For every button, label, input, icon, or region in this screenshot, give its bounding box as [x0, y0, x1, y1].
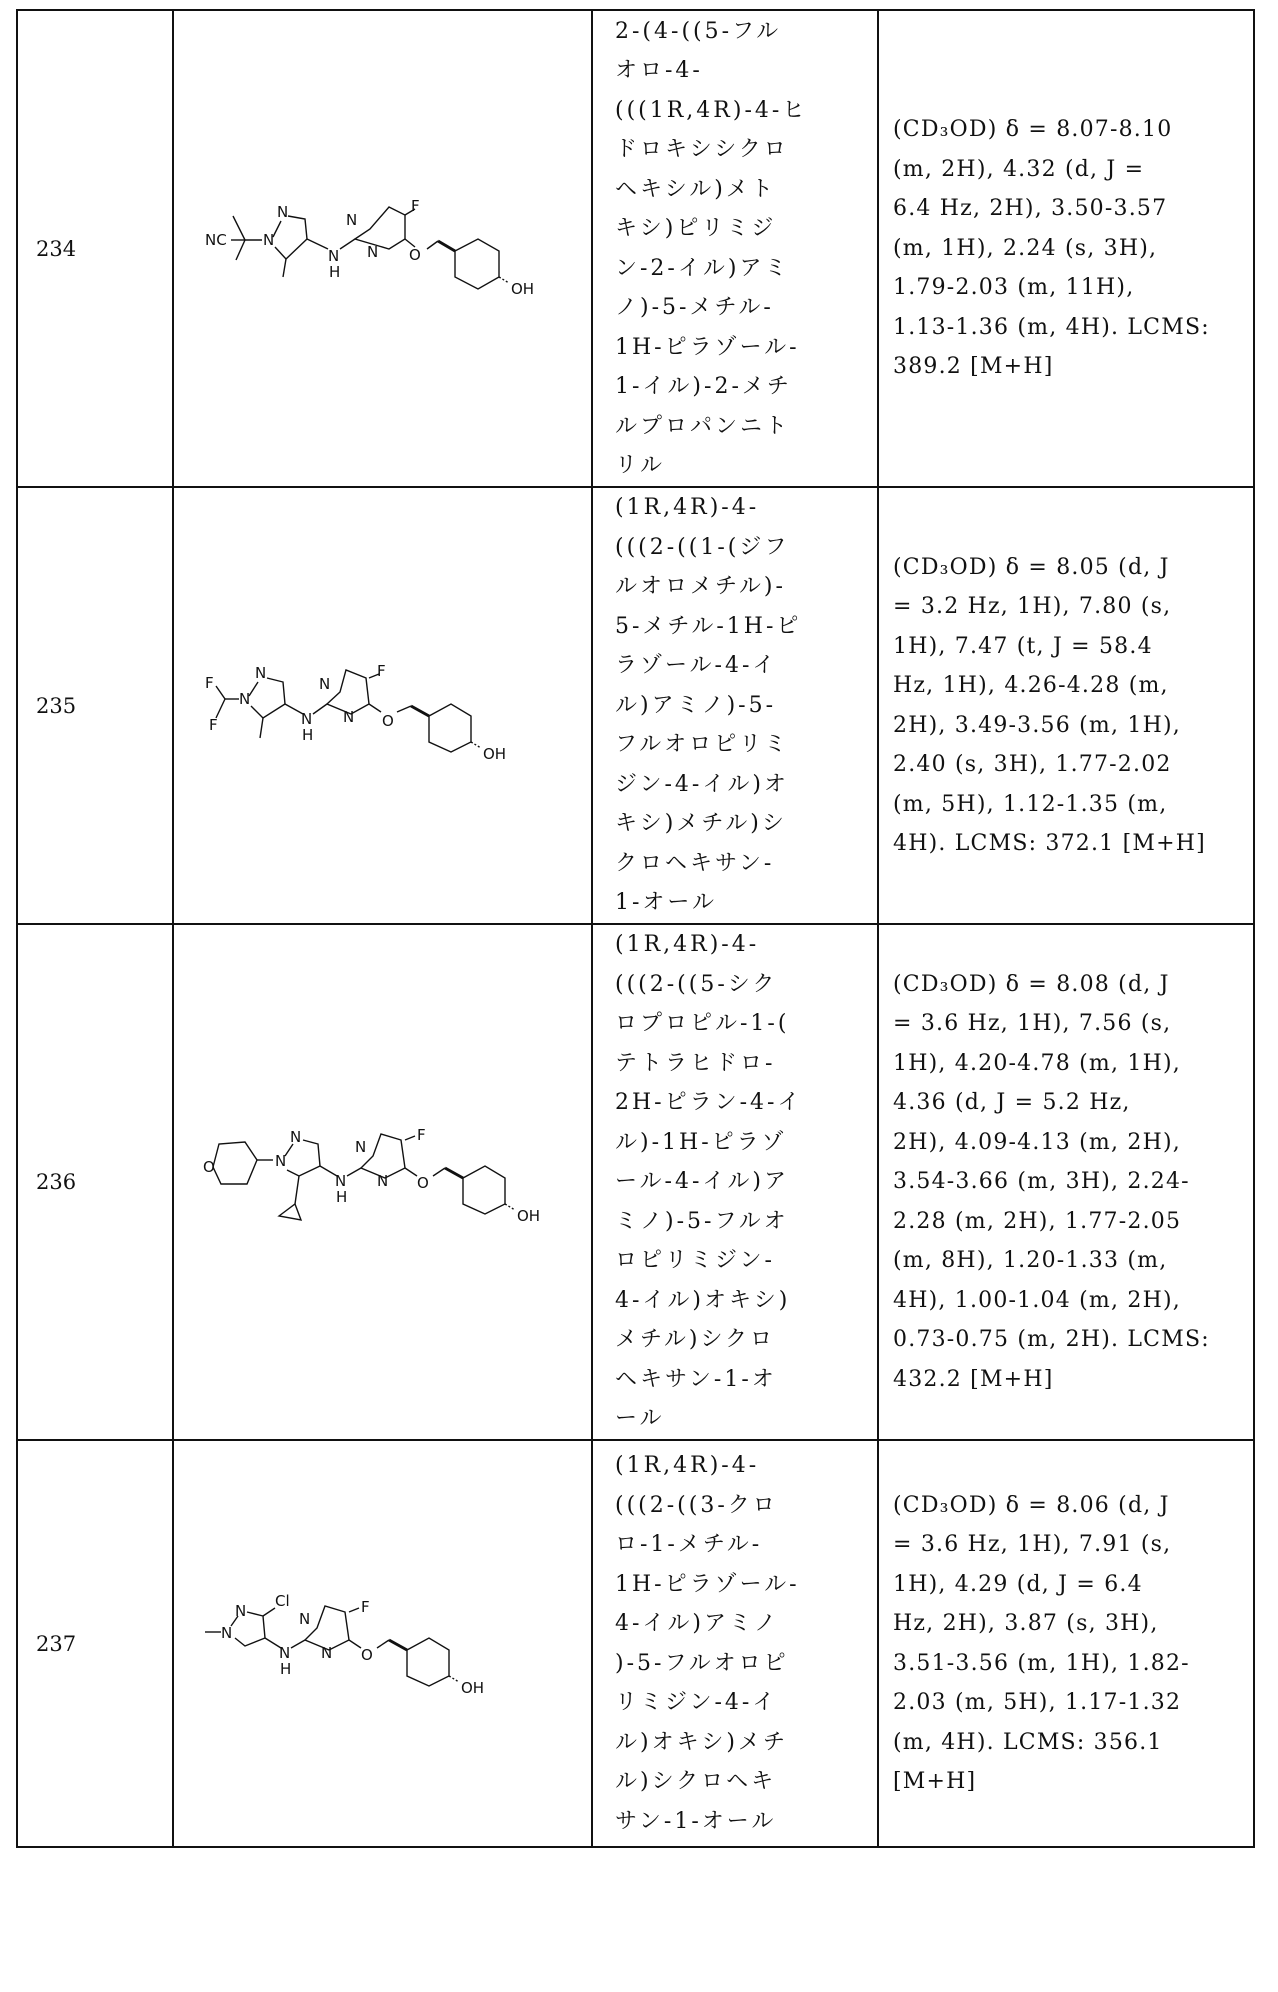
table-row — [17, 1440, 1254, 1847]
compound-name: 2-(4-((5-フル オロ-4- (((1R,4R)-4-ヒ ドロキシシクロ ヘキシル)メト キシ)ピリミジ ン-2-イル)アミ ノ)-5-メチル- 1H-ピラゾール- 1-イル)-2-メチ ルプロパンニト リル — [592, 10, 878, 487]
table-row — [17, 924, 1254, 1440]
svg-text:F: F — [416, 1126, 426, 1144]
compound-name: (1R,4R)-4- (((2-((5-シク ロプロピル-1-( テトラヒドロ- 2H-ピラン-4-イ ル)-1H-ピラゾ ール-4-イル)ア ミノ)-5-フルオ ロピリミジン- 4-イル)オキシ) メチル)シクロ ヘキサン-1-オ ール — [592, 924, 878, 1440]
structure-cell — [173, 924, 592, 1440]
compound-name: (1R,4R)-4- (((2-((1-(ジフ ルオロメチル)- 5-メチル-1H-ピ ラゾール-4-イ ル)アミノ)-5- フルオロピリミ ジン-4-イル)オ キシ)メチル)シ クロヘキサン- 1-オール — [592, 487, 878, 924]
svg-text:N: N — [276, 202, 288, 221]
svg-text:OH: OH — [482, 744, 506, 763]
svg-text:N: N — [298, 1609, 310, 1628]
svg-text:N: N — [254, 663, 266, 682]
svg-text:H: H — [279, 1659, 291, 1678]
svg-text:O: O — [360, 1645, 373, 1664]
svg-text:N: N — [318, 674, 330, 693]
compound-name: (1R,4R)-4- (((2-((3-クロ ロ-1-メチル- 1H-ピラゾール- 4-イル)アミノ )-5-フルオロピ リミジン-4-イ ル)オキシ)メチ ル)シクロヘキ サン-1-オール — [592, 1440, 878, 1847]
svg-text:N: N — [345, 210, 357, 229]
svg-text:N: N — [220, 1623, 232, 1642]
compound-237-structure — [183, 1564, 583, 1724]
compound-234-structure — [183, 159, 583, 339]
svg-text:N: N — [334, 1172, 346, 1190]
compound-id: 236 — [17, 924, 173, 1440]
compound-236-structure — [183, 1092, 583, 1272]
nmr-data: (CD₃OD) δ = 8.08 (d, J = 3.6 Hz, 1H), 7.56 (s, 1H), 4.20-4.78 (m, 1H), 4.36 (d, J = 5.2 Hz, 2H), 4.09-4.13 (m, 2H), 3.54-3.66 (m, 3H), 2.24- 2.28 (m, 2H), 1.77-2.05 (m, 8H), 1.20-1.33 (m, 4H), 1.00-1.04 (m, 2H), 0.73-0.75 (m, 2H). LCMS: 432.2 [M+H] — [878, 924, 1254, 1440]
structure-cell — [173, 487, 592, 924]
svg-text:N: N — [342, 707, 354, 726]
svg-text:N: N — [376, 1172, 388, 1190]
svg-text:N: N — [238, 689, 250, 708]
svg-text:H: H — [328, 262, 340, 281]
structure-cell — [173, 10, 592, 487]
svg-text:F: F — [410, 196, 420, 215]
svg-text:O: O — [381, 711, 394, 730]
svg-text:OH: OH — [510, 279, 534, 298]
svg-text:F: F — [204, 673, 214, 692]
compound-id: 235 — [17, 487, 173, 924]
table-row — [17, 10, 1254, 487]
svg-text:N: N — [262, 230, 274, 249]
compound-table — [16, 9, 1255, 1848]
svg-text:N: N — [278, 1643, 290, 1662]
svg-text:N: N — [320, 1643, 332, 1662]
nitrile-label: NC — [204, 230, 227, 249]
svg-text:H: H — [335, 1188, 347, 1206]
svg-text:N: N — [366, 242, 378, 261]
compound-id: 237 — [17, 1440, 173, 1847]
svg-text:F: F — [376, 661, 386, 680]
svg-text:OH: OH — [460, 1678, 484, 1697]
compound-235-structure — [183, 626, 583, 786]
svg-text:Cl: Cl — [274, 1591, 290, 1610]
svg-text:H: H — [301, 725, 313, 744]
svg-text:N: N — [300, 709, 312, 728]
svg-text:O: O — [416, 1174, 429, 1192]
nmr-data: (CD₃OD) δ = 8.06 (d, J = 3.6 Hz, 1H), 7.91 (s, 1H), 4.29 (d, J = 6.4 Hz, 2H), 3.87 (s, 3H), 3.51-3.56 (m, 1H), 1.82- 2.03 (m, 5H), 1.17-1.32 (m, 4H). LCMS: 356.1 [M+H] — [878, 1440, 1254, 1847]
nmr-data: (CD₃OD) δ = 8.07-8.10 (m, 2H), 4.32 (d, J = 6.4 Hz, 2H), 3.50-3.57 (m, 1H), 2.24 (s, 3H), 1.79-2.03 (m, 11H), 1.13-1.36 (m, 4H). LCMS: 389.2 [M+H] — [878, 10, 1254, 487]
table-row — [17, 487, 1254, 924]
svg-text:N: N — [234, 1601, 246, 1620]
structure-cell — [173, 1440, 592, 1847]
svg-text:O: O — [202, 1158, 215, 1176]
svg-text:F: F — [208, 715, 218, 734]
svg-text:OH: OH — [516, 1207, 540, 1225]
svg-text:F: F — [360, 1597, 370, 1616]
svg-text:N: N — [274, 1152, 286, 1170]
svg-text:N: N — [289, 1128, 301, 1146]
svg-text:N: N — [354, 1138, 366, 1156]
svg-text:N: N — [327, 246, 339, 265]
compound-id: 234 — [17, 10, 173, 487]
nmr-data: (CD₃OD) δ = 8.05 (d, J = 3.2 Hz, 1H), 7.80 (s, 1H), 7.47 (t, J = 58.4 Hz, 1H), 4.26-4.28 (m, 2H), 3.49-3.56 (m, 1H), 2.40 (s, 3H), 1.77-2.02 (m, 5H), 1.12-1.35 (m, 4H). LCMS: 372.1 [M+H] — [878, 487, 1254, 924]
svg-text:O: O — [408, 245, 421, 264]
